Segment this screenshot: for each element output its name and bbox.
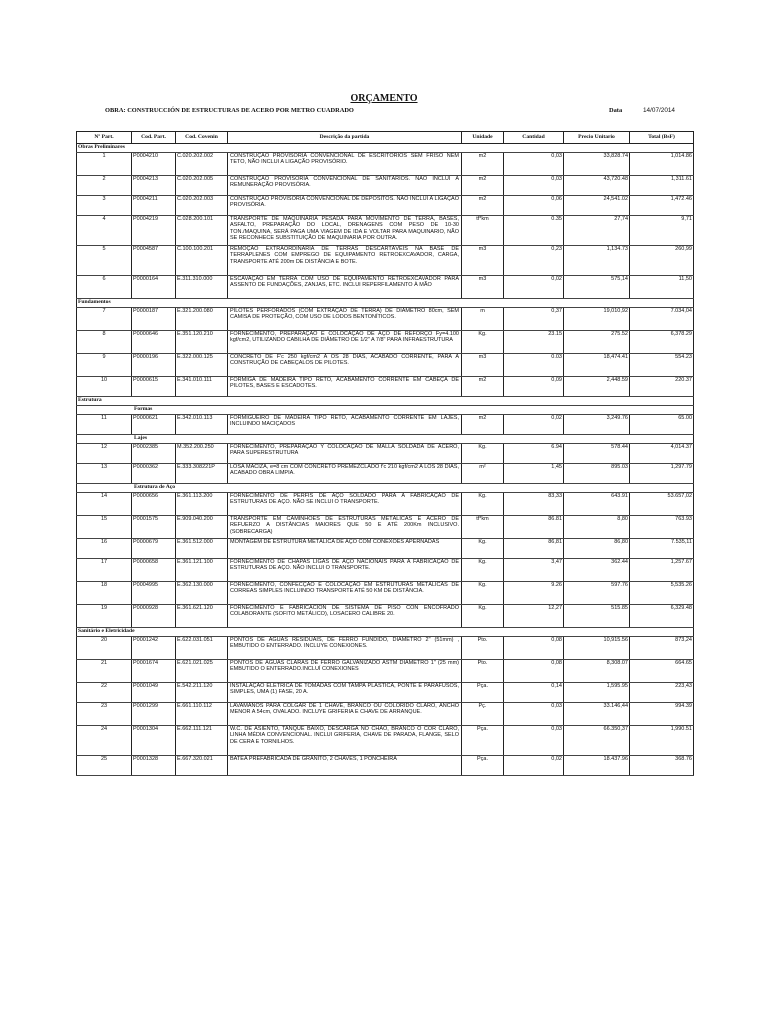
- cell-unit-price: 27,74: [564, 216, 630, 246]
- cell-cod-covenin: E.667.320.021: [176, 756, 228, 776]
- cell-unit: m3: [462, 246, 504, 276]
- cell-quantity: 1,45: [504, 464, 564, 484]
- cell-unit-price: 66.350,37: [564, 726, 630, 756]
- cell-unit-price: 578.44: [564, 444, 630, 464]
- section-label: Fundamentos: [77, 299, 694, 308]
- cell-unit: m3: [462, 276, 504, 299]
- cell-quantity: 0,14: [504, 683, 564, 703]
- cell-total: 1,297.79: [630, 464, 694, 484]
- cell-cod-covenin: C.100.100.201: [176, 246, 228, 276]
- cell-unit: Pto.: [462, 637, 504, 660]
- table-row: [77, 377, 694, 397]
- table-row: [77, 153, 694, 176]
- table-row: [77, 539, 694, 559]
- cell-description: INSTALAÇÃO ELÉTRICA DE TOMADAS COM TAMPA PLÁSTICA, PONTE E PARAFUSOS, SIMPLES, UMA (1) FASE, 20 A.: [228, 683, 462, 703]
- cell-unit-price: 8,80: [564, 516, 630, 539]
- cell-description: REMOÇÃO EXTRAORDINÁRIA DE TERRAS DESCARTÁVEIS NA BASE DE TERRAPLENES COM EMPREGO DE EQUIPAMENTO RETROEXCAVADOR, CARGA, TRANSPORTE ATÉ 200m DE DISTÂNCIA E BOTE.: [228, 246, 462, 276]
- table-row: [77, 464, 694, 484]
- cell-quantity: 83,33: [504, 493, 564, 516]
- cell-part-number: 14: [77, 493, 132, 516]
- cell-cod-part: P0004219: [132, 216, 176, 246]
- cell-cod-covenin: C.020.202.003: [176, 196, 228, 216]
- cell-part-number: 12: [77, 444, 132, 464]
- cell-unit: m2: [462, 176, 504, 196]
- cell-total: 368.76: [630, 756, 694, 776]
- cell-unit: Kg.: [462, 582, 504, 605]
- cell-cod-covenin: E.322.000.125: [176, 354, 228, 377]
- table-row: [77, 493, 694, 516]
- cell-unit: m2: [462, 153, 504, 176]
- date-value: 14/07/2014: [643, 107, 675, 114]
- cell-part-number: 15: [77, 516, 132, 539]
- cell-total: 554.23: [630, 354, 694, 377]
- cell-cod-covenin: E.662.111.121: [176, 726, 228, 756]
- cell-description: PONTOS DE ÁGUAS CLARAS DE FERRO GALVANIZADO ASTM DIÂMETRO 1" (25 mm) EMBUTIDO O ENTERRADO.INCLUÍ CONEXIONES: [228, 660, 462, 683]
- cell-unit: tf*km: [462, 216, 504, 246]
- cell-unit: Pça.: [462, 756, 504, 776]
- table-row: [77, 582, 694, 605]
- cell-cod-covenin: E.362.130.000: [176, 582, 228, 605]
- cell-description: FORNECIMENTO DE PERFIS DE AÇO SOLDADO PARA A FABRICAÇÃO DE ESTRUTURAS DE AÇO. NÃO SE INCLUI O TRANSPORTE.: [228, 493, 462, 516]
- cell-cod-covenin: E.621.021.025: [176, 660, 228, 683]
- cell-unit: Kg.: [462, 331, 504, 354]
- cell-part-number: 7: [77, 308, 132, 331]
- cell-cod-covenin: E.542.211.120: [176, 683, 228, 703]
- cell-total: 220.37: [630, 377, 694, 397]
- cell-cod-covenin: E.311.310.000: [176, 276, 228, 299]
- cell-cod-part: P0001674: [132, 660, 176, 683]
- cell-part-number: 10: [77, 377, 132, 397]
- cell-cod-covenin: E.333.308221P: [176, 464, 228, 484]
- cell-cod-part: P0000656: [132, 493, 176, 516]
- cell-description: TRANSPORTE EM CAMINHÕES DE ESTRUTURAS METÁLICAS E ACERO DE REFUERZO A DISTÂNCIAS MAIORES QUE 50 E ATÉ 200Km INCLUSIVO. (SOBRECARGA): [228, 516, 462, 539]
- col-header-cantidad: Cantidad: [504, 132, 564, 144]
- cell-unit-price: 1,134.73: [564, 246, 630, 276]
- section-row: [77, 628, 694, 637]
- col-header-cod-part: Cod. Part.: [132, 132, 176, 144]
- cell-description: TRANSPORTE DE MAQUINARIA PESADA PARA MOVIMENTO DE TERRA, BASES, ASFALTO, PREPARAÇÃO DO LOCAL, DRENAGENS COM PESO DE 10-30 TON./MAQUINA, SERÁ PAGA UMA VIAGEM DE IDA E VOLTAR PARA MAQUINARIO, NÃO SE RECONHECE SUBSTITUIÇÃO DE MAQUINARIA POR OUTRA.: [228, 216, 462, 246]
- cell-part-number: 19: [77, 605, 132, 628]
- cell-cod-covenin: E.661.110.112: [176, 703, 228, 726]
- cell-cod-covenin: E.361.113.200: [176, 493, 228, 516]
- cell-total: 1,014.86: [630, 153, 694, 176]
- cell-cod-part: P0000928: [132, 605, 176, 628]
- cell-quantity: 0,09: [504, 377, 564, 397]
- cell-unit: Pç.: [462, 703, 504, 726]
- cell-quantity: 0,08: [504, 660, 564, 683]
- cell-quantity: 0.35: [504, 216, 564, 246]
- cell-unit-price: 362.44: [564, 559, 630, 582]
- cell-unit: Kg.: [462, 605, 504, 628]
- budget-table: [76, 131, 694, 776]
- table-row: [77, 176, 694, 196]
- cell-total: 260,99: [630, 246, 694, 276]
- cell-part-number: 20: [77, 637, 132, 660]
- cell-part-number: 4: [77, 216, 132, 246]
- cell-unit: m2: [462, 196, 504, 216]
- table-row: [77, 683, 694, 703]
- cell-description: FORNECIMENTO, PREPARAÇÃO Y COLOCAÇÃO DE MALLA SOLDADA DE ACERO, PARA SUPERESTRUTURA: [228, 444, 462, 464]
- cell-unit: Pça.: [462, 683, 504, 703]
- cell-part-number: 21: [77, 660, 132, 683]
- cell-cod-part: P0004211: [132, 196, 176, 216]
- cell-total: 53.657,02: [630, 493, 694, 516]
- cell-part-number: 6: [77, 276, 132, 299]
- cell-unit: Kg.: [462, 493, 504, 516]
- cell-unit-price: 86,80: [564, 539, 630, 559]
- cell-total: 9,71: [630, 216, 694, 246]
- cell-total: 1,990.51: [630, 726, 694, 756]
- cell-quantity: 0,03: [504, 703, 564, 726]
- cell-quantity: 0,03: [504, 726, 564, 756]
- cell-cod-part: P0002385: [132, 444, 176, 464]
- subsection-row: [77, 484, 694, 493]
- section-row: [77, 299, 694, 308]
- cell-total: 994.39: [630, 703, 694, 726]
- cell-quantity: 86,81: [504, 539, 564, 559]
- cell-cod-part: P0000621: [132, 415, 176, 435]
- document-title: ORÇAMENTO: [350, 93, 418, 104]
- cell-quantity: 0,02: [504, 276, 564, 299]
- cell-unit-price: 3,249.76: [564, 415, 630, 435]
- cell-cod-covenin: E.321.200.080: [176, 308, 228, 331]
- cell-cod-part: P0000362: [132, 464, 176, 484]
- cell-cod-part: P0000646: [132, 331, 176, 354]
- cell-part-number: 2: [77, 176, 132, 196]
- cell-description: BATEA PREFABRICADA DE GRANITO, 2 CHAVES, 1 PONCHEIRA: [228, 756, 462, 776]
- cell-quantity: 3,47: [504, 559, 564, 582]
- table-row: [77, 415, 694, 435]
- table-row: [77, 246, 694, 276]
- cell-cod-covenin: C.020.202.002: [176, 153, 228, 176]
- cell-unit-price: 33,828.74: [564, 153, 630, 176]
- cell-description: PILOTES PERFORADOS (COM EXTRAÇÃO DE TERRA) DE DIÂMETRO 80cm, SEM CAMISA DE PROTEÇÃO, COM USO DE LODOS BENTONÍTICOS.: [228, 308, 462, 331]
- cell-cod-part: P0004995: [132, 582, 176, 605]
- cell-cod-part: P0000679: [132, 539, 176, 559]
- cell-cod-part: P0000187: [132, 308, 176, 331]
- cell-cod-covenin: M.352.200.250: [176, 444, 228, 464]
- cell-quantity: 0,03: [504, 176, 564, 196]
- cell-unit: Kg.: [462, 559, 504, 582]
- cell-cod-part: P0001049: [132, 683, 176, 703]
- cell-total: 1,257.67: [630, 559, 694, 582]
- cell-total: 7.034,04: [630, 308, 694, 331]
- table-row: [77, 516, 694, 539]
- cell-total: 1,472.46: [630, 196, 694, 216]
- cell-cod-part: P0000615: [132, 377, 176, 397]
- cell-description: LOSA MACIZA, e=8 cm COM CONCRETO PREMEZCLADO f'c 210 kgf/cm2 A LOS 28 DIAS, ACABADO OBRA LIMPIA.: [228, 464, 462, 484]
- cell-total: 873,24: [630, 637, 694, 660]
- cell-description: FORNECIMENTO DE CHAPAS LIGAS DE AÇO NACIONAIS PARA A FABRICAÇÃO DE ESTRUTURAS DE AÇO. NÃO INCLUI O TRANSPORTE.: [228, 559, 462, 582]
- cell-unit: m2: [462, 415, 504, 435]
- cell-total: 11,50: [630, 276, 694, 299]
- table-row: [77, 216, 694, 246]
- cell-total: 1,311.61: [630, 176, 694, 196]
- cell-unit-price: 19,010,92: [564, 308, 630, 331]
- cell-quantity: 0,03: [504, 153, 564, 176]
- subsection-row: [77, 406, 694, 415]
- table-row: [77, 637, 694, 660]
- cell-unit-price: 597.76: [564, 582, 630, 605]
- cell-part-number: 1: [77, 153, 132, 176]
- subsection-row: [77, 435, 694, 444]
- col-header-part: Nº Part.: [77, 132, 132, 144]
- cell-quantity: 23.15: [504, 331, 564, 354]
- cell-quantity: 0.03: [504, 354, 564, 377]
- cell-quantity: 0,23: [504, 246, 564, 276]
- cell-part-number: 11: [77, 415, 132, 435]
- cell-unit: m3: [462, 354, 504, 377]
- cell-cod-part: P0000196: [132, 354, 176, 377]
- cell-unit-price: 43,720.48: [564, 176, 630, 196]
- cell-unit-price: 575,14: [564, 276, 630, 299]
- cell-unit-price: 24,541.02: [564, 196, 630, 216]
- cell-part-number: 24: [77, 726, 132, 756]
- cell-cod-part: P0001304: [132, 726, 176, 756]
- cell-total: 664.65: [630, 660, 694, 683]
- section-label: Sanitário e Eletricidade: [77, 628, 694, 637]
- cell-part-number: 23: [77, 703, 132, 726]
- table-row: [77, 308, 694, 331]
- date-label: Data: [609, 107, 623, 114]
- subsection-label: Formas: [77, 406, 694, 415]
- cell-unit: m: [462, 308, 504, 331]
- cell-cod-covenin: C.020.202.005: [176, 176, 228, 196]
- cell-cod-covenin: E.351.120.210: [176, 331, 228, 354]
- cell-unit: Pça.: [462, 726, 504, 756]
- cell-cod-part: P0001242: [132, 637, 176, 660]
- cell-part-number: 13: [77, 464, 132, 484]
- cell-unit-price: 515.85: [564, 605, 630, 628]
- cell-description: CONSTRUÇÃO PROVISÓRIA CONVENCIONAL DE SANITÁRIOS. NÃO INCLUI A REMUNERAÇÃO PROVISÓRIA.: [228, 176, 462, 196]
- cell-total: 6,329.48: [630, 605, 694, 628]
- cell-unit-price: 8,308.07: [564, 660, 630, 683]
- col-header-descricao: Descrição da partida: [228, 132, 462, 144]
- cell-unit-price: 2,448.59: [564, 377, 630, 397]
- cell-quantity: 0,02: [504, 415, 564, 435]
- cell-quantity: 9.26: [504, 582, 564, 605]
- cell-cod-covenin: E.909.040.200: [176, 516, 228, 539]
- cell-unit-price: 10,915.56: [564, 637, 630, 660]
- col-header-cod-covenin: Cod. Covenin: [176, 132, 228, 144]
- cell-description: ESCAVAÇÃO EM TERRA COM USO DE EQUIPAMENTO RETROEXCAVADOR PARA ASSENTO DE FUNDAÇÕES, ZANJAS, ETC. INCLUI REPERFILAMENTO À MÃO: [228, 276, 462, 299]
- table-row: [77, 276, 694, 299]
- cell-quantity: 0,37: [504, 308, 564, 331]
- table-body: [77, 144, 694, 776]
- cell-cod-part: P0004587: [132, 246, 176, 276]
- cell-description: LAVAMANOS PARA COLGAR DE 1 CHAVE, BRANCO OU COLORIDO CLARO, ANCHO MENOR A 54cm, OVALADO. INCLUYE GRIFERIA E CHAVE DE ARRANQUE.: [228, 703, 462, 726]
- table-row: [77, 444, 694, 464]
- cell-unit: m²: [462, 464, 504, 484]
- cell-part-number: 8: [77, 331, 132, 354]
- col-header-precio: Precio Unitario: [564, 132, 630, 144]
- cell-description: CONSTRUÇÃO PROVISÓRIA CONVENCIONAL DE DEPÓSITOS. NÃO INCLUI A LIGAÇÃO PROVISÓRIA.: [228, 196, 462, 216]
- cell-part-number: 16: [77, 539, 132, 559]
- cell-description: CONCRETO DE F'c 250 kgf/cm2 A OS 28 DIAS, ACABADO CORRENTE, PARA A CONSTRUÇÃO DE CABEÇALOS DE PILOTES.: [228, 354, 462, 377]
- cell-part-number: 17: [77, 559, 132, 582]
- cell-description: FORMIGUEIRO DE MADEIRA TIPO RETO, ACABAMENTO CORRENTE EM LAJES, INCLUINDO MACIÇADOS: [228, 415, 462, 435]
- table-row: [77, 196, 694, 216]
- cell-cod-covenin: E.622.031.051: [176, 637, 228, 660]
- cell-total: 763.93: [630, 516, 694, 539]
- cell-cod-covenin: E.361.512.000: [176, 539, 228, 559]
- cell-total: 7.535,11: [630, 539, 694, 559]
- cell-description: FORNECIMENTO, CONFECÇÃO E COLOCAÇÃO EM ESTRUTURAS METÁLICAS DE CORREAS SIMPLES INCLUINDO TRANSPORTE ATÉ 50 KM DE DISTÂNCIA.: [228, 582, 462, 605]
- cell-part-number: 5: [77, 246, 132, 276]
- cell-unit-price: 33.146,44: [564, 703, 630, 726]
- cell-unit-price: 275.52: [564, 331, 630, 354]
- cell-quantity: 0,06: [504, 196, 564, 216]
- cell-total: 5,535.26: [630, 582, 694, 605]
- section-row: [77, 397, 694, 406]
- cell-cod-covenin: E.341.010.111: [176, 377, 228, 397]
- cell-quantity: 86.81: [504, 516, 564, 539]
- cell-description: MONTAGEM DE ESTRUTURA METÁLICA DE AÇO COM CONEXÕES APERNADAS: [228, 539, 462, 559]
- cell-unit: Pto.: [462, 660, 504, 683]
- cell-unit: Kg.: [462, 444, 504, 464]
- table-row: [77, 660, 694, 683]
- cell-part-number: 22: [77, 683, 132, 703]
- cell-cod-part: P0000164: [132, 276, 176, 299]
- subsection-label: Estrutura de Aço: [77, 484, 694, 493]
- cell-description: FORNECIMENTO, PREPARAÇÃO E COLOCAÇÃO DE AÇO DE REFORÇO Fy=4.100 kgf/cm2, UTILIZANDO CABILHA DE DIÂMETRO DE 1/2" A 7/8" PARA INFRAESTRUTURA: [228, 331, 462, 354]
- cell-quantity: 12,27: [504, 605, 564, 628]
- cell-unit-price: 643.91: [564, 493, 630, 516]
- cell-description: W.C. DE ASIENTO, TANQUE BAIXO, DESCARGA NO CHÃO, BRANCO O COR CLARO, LINHA MÉDIA CONVENCIONAL. INCLUI GRIFERIA, CHAVE DE PARADA, FLANGE, SELO DE CERA E TORNILHOS.: [228, 726, 462, 756]
- cell-cod-covenin: C.028.200.101: [176, 216, 228, 246]
- table-row: [77, 331, 694, 354]
- cell-quantity: 0,02: [504, 756, 564, 776]
- table-row: [77, 354, 694, 377]
- cell-quantity: 6.94: [504, 444, 564, 464]
- table-header-row: [77, 132, 694, 144]
- cell-part-number: 18: [77, 582, 132, 605]
- cell-unit-price: 18.437.96: [564, 756, 630, 776]
- cell-cod-covenin: E.361.621.120: [176, 605, 228, 628]
- table-row: [77, 756, 694, 776]
- cell-unit: m2: [462, 377, 504, 397]
- table-row: [77, 559, 694, 582]
- cell-unit: Kg.: [462, 539, 504, 559]
- cell-unit-price: 1,595.95: [564, 683, 630, 703]
- section-row: [77, 144, 694, 153]
- cell-cod-covenin: E.361.121.100: [176, 559, 228, 582]
- subsection-label: Lajes: [77, 435, 694, 444]
- cell-unit-price: 895.03: [564, 464, 630, 484]
- cell-cod-part: P0001299: [132, 703, 176, 726]
- cell-cod-covenin: E.342.010.113: [176, 415, 228, 435]
- cell-total: 223,43: [630, 683, 694, 703]
- table-row: [77, 726, 694, 756]
- table-row: [77, 703, 694, 726]
- cell-quantity: 0,08: [504, 637, 564, 660]
- cell-description: FORMIGA DE MADEIRA TIPO RETO, ACABAMENTO CORRENTE EM CABEÇA DE PILOTES, BASES E ESCADOTES.: [228, 377, 462, 397]
- cell-cod-part: P0004210: [132, 153, 176, 176]
- cell-cod-part: P0004213: [132, 176, 176, 196]
- cell-unit-price: 18,474.41: [564, 354, 630, 377]
- cell-description: CONSTRUÇÃO PROVISÓRIA CONVENCIONAL DE ESCRITÓRIOS SEM FRISO NEM TETO, NÃO INCLUI A LIGAÇÃO PROVISÓRIO.: [228, 153, 462, 176]
- cell-unit: tf*km: [462, 516, 504, 539]
- cell-part-number: 9: [77, 354, 132, 377]
- cell-cod-part: P0001575: [132, 516, 176, 539]
- cell-cod-part: P0000658: [132, 559, 176, 582]
- cell-part-number: 3: [77, 196, 132, 216]
- obra-line: OBRA: CONSTRUCCIÓN DE ESTRUCTURAS DE ACERO POR METRO CUADRADO: [105, 107, 354, 114]
- section-label: Estrutura: [77, 397, 694, 406]
- section-label: Obras Preliminares: [77, 144, 694, 153]
- cell-description: PONTOS DE ÁGUAS RESIDUAIS, DE FERRO FUNDIDO, DIÂMETRO 2" (51mm) , EMBUTIDO O ENTERRADO. INCLUYE CONEXIONES.: [228, 637, 462, 660]
- table-row: [77, 605, 694, 628]
- cell-total: 4,014.37: [630, 444, 694, 464]
- cell-description: FORNECIMENTO E FABRICACION DE SISTEMA DE PISO CON ENCOFRADO COLABORANTE (SOFITO METÁLICO), LOSACERO CALIBRE 20.: [228, 605, 462, 628]
- cell-cod-part: P0001328: [132, 756, 176, 776]
- cell-total: 6,378.29: [630, 331, 694, 354]
- cell-part-number: 25: [77, 756, 132, 776]
- col-header-total: Total (BsF): [630, 132, 694, 144]
- col-header-unidade: Unidade: [462, 132, 504, 144]
- cell-total: 65.00: [630, 415, 694, 435]
